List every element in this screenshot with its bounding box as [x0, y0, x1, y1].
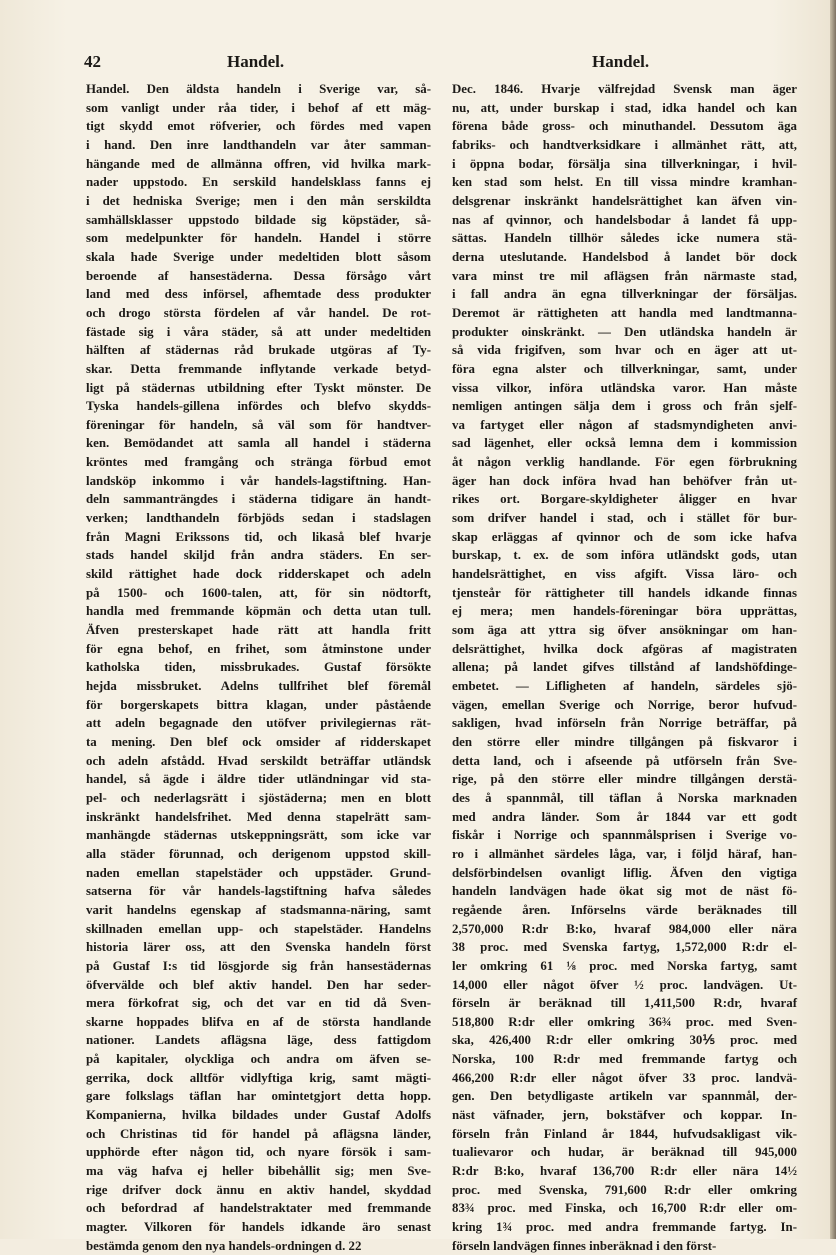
text-line: nemligen antingen sälja dem i gross och från sjelf- [452, 399, 797, 414]
text-line: förseln från Finland år 1844, hufvudsakligast vik- [452, 1126, 797, 1141]
text-line: i fall andra än egna tillverkningar der försäljas. [452, 287, 797, 302]
text-line: delsgrenar inskränkt handelsrättighet kan äfven vin- [452, 193, 797, 208]
text-line: gen. Den betydligaste artikeln var spannmål, der- [452, 1089, 797, 1104]
text-line: föreningar för handeln, så väl som för handtver- [86, 417, 431, 432]
text-line: rikes ort. Borgare-skyldigheter åligger en hvar [452, 492, 797, 507]
text-line: ken stad som helst. En till vissa mindre kramhan- [452, 175, 797, 190]
text-line: vägen, emellan Sverige och Norrige, beror hufvud- [452, 697, 797, 712]
text-line: mera förkofrat sig, och det var en tid då Sven- [86, 996, 431, 1011]
text-line: manhängde städernas utskeppningsrätt, som icke var [86, 828, 431, 843]
text-line: historia lärer oss, att den Svenska handeln först [86, 940, 431, 955]
text-line: 2,570,000 R:dr B:ko, hvaraf 984,000 eller nära [452, 921, 797, 936]
running-title-right: Handel. [592, 52, 650, 71]
text-line: 14,000 eller något öfver ½ proc. landvägen. Ut- [452, 977, 797, 992]
text-line: land med dess införsel, afhemtade dess produkter [86, 287, 431, 302]
text-line: näst väfnader, jern, bokstäfver och koppar. In- [452, 1108, 797, 1123]
text-line: deln sammanträngdes i städerna tidigare än handt- [86, 492, 431, 507]
text-line: pel- och nederlagsrätt i sjöstäderna; men en blott [86, 790, 431, 805]
text-line: ken. Bemödandet att samla all handel i städerna [86, 436, 431, 451]
text-line: nader uppstodo. En serskild handelsklass fanns ej [86, 175, 431, 190]
text-line: landsköp inkommo i vår handels-lagstiftning. Han- [86, 473, 431, 488]
text-line: gerrika, dock alltför vidlyftiga krig, samt mägti- [86, 1070, 431, 1085]
text-line: som drifver handel i stad, och i stället för bur- [452, 511, 797, 526]
text-line: bestämda genom den nya handels-ordningen d. 22 [86, 1238, 362, 1253]
text-line: föra egna alster och tillverkningar, samt, under [452, 361, 797, 376]
text-line: handla med fremmande köpmän och detta utan tull. [86, 604, 431, 619]
text-line: delsrättighet, hvilka dock afgöras af magistraten [452, 641, 797, 656]
text-line: Norska, 100 R:dr med fremmande fartyg och [452, 1052, 797, 1067]
text-line: skap erläggas af qvinnor och de som icke hafva [452, 529, 797, 544]
text-line: på kapitaler, olyckliga och andra om äfven se- [86, 1052, 431, 1067]
text-line: förseln är beräknad till 1,411,500 R:dr, hvaraf [452, 996, 797, 1011]
text-line: nationer. Landets aflägsna läge, dess fattigdom [86, 1033, 431, 1048]
text-line: handelsrättighet, en viss afgift. Vissa läro- och [452, 567, 797, 582]
text-line: derna uteslutande. Handelsbod å landet bör dock [452, 249, 797, 264]
text-line: hängande med de allmänna offren, vid hvilka mark- [86, 156, 431, 171]
text-line: ma väg hafva ej heller bibehållit sig; men Sve- [86, 1164, 431, 1179]
text-line: åt någon verklig handlande. För egen förbrukning [452, 455, 797, 470]
text-line: vara minst tre mil aflägsen från närmaste stad, [452, 268, 797, 283]
text-line: sad lägenhet, eller också lemna dem i kommission [452, 436, 797, 451]
text-line: skala hade Sverige under medeltiden blott såsom [86, 249, 431, 264]
text-line: Handel. Den äldsta handeln i Sverige var, så- [86, 82, 431, 96]
left-text-column [86, 80, 431, 1253]
text-line: fabriks- och handtverksidkare i allmänhet rätt, att, [452, 137, 797, 152]
text-line: 83¾ proc. med Finska, och 16,700 R:dr eller om- [452, 1201, 797, 1216]
text-line: ro i allmänhet särdeles låga, var, i följd häraf, han- [452, 846, 797, 861]
page-header [84, 52, 774, 74]
text-line: förena både gross- och minuthandel. Dessutom äga [452, 119, 797, 134]
text-line: alla städer förunnad, och derigenom uppstod skill- [86, 846, 431, 861]
text-line: Kompanierna, hvilka bildades under Gustaf Adolfs [86, 1108, 431, 1123]
text-line: Deremot är rättigheten att handla med landtmanna- [452, 305, 797, 320]
text-line: med andra länder. Som år 1844 var ett godt [452, 809, 797, 824]
running-title-left: Handel. [227, 52, 285, 71]
text-line: samhällsklasser uppstodo bildade sig köpstäder, så- [86, 212, 431, 227]
text-line: Dec. 1846. Hvarje välfrejdad Svensk man äger [452, 82, 797, 96]
text-line: handel, så ägde i äldre tider utländningar vid sta- [86, 772, 431, 787]
text-line: nu, att, under burskap i stad, idka handel och kan [452, 100, 797, 115]
text-line: burskap, t. ex. de som införa utländskt gods, utan [452, 548, 797, 563]
text-line: va fartyget eller någon af stadsmyndigheten anvi- [452, 417, 797, 432]
text-line: Äfven presterskapet hade rätt att handla fritt [86, 623, 431, 638]
text-line: proc. med Svenska, 791,600 R:dr eller omkring [452, 1182, 797, 1197]
text-line: produkter oinskränkt. — Den utländska handeln är [452, 324, 797, 339]
text-line: fiskår i Norrige och spannmålsprisen i Sverige vo- [452, 828, 797, 843]
text-line: ska, 426,400 R:dr eller omkring 30⅕ proc. med [452, 1033, 797, 1048]
text-line: som äga att yttra sig öfver ansökningar om han- [452, 623, 797, 638]
text-line: des å spannmål, till täflan å Norska marknaden [452, 790, 797, 805]
text-line: sättas. Handeln tillhör således icke numera stä- [452, 231, 797, 246]
text-line: ligt på städernas utbildning efter Tyskt mönster. De [86, 380, 431, 395]
text-line: kröntes med framgång och stränga förbud emot [86, 455, 431, 470]
text-line: förseln landvägen finnes inberäknad i den först- [452, 1238, 717, 1253]
text-line: i hand. Den inre landthandeln var åter samman- [86, 137, 431, 152]
text-line: från Magni Erikssons tid, och likaså blef hvarje [86, 529, 431, 544]
text-line: att adeln begagnade den utöfver privilegiernas rät- [86, 716, 431, 731]
text-line: hälften af städernas råd brukade utgöras af Ty- [86, 343, 431, 358]
text-line: kring 1¾ proc. med andra fremmande fartyg. In- [452, 1220, 797, 1235]
text-line: skar. Detta fremmande inflytande verkade betyd- [86, 361, 431, 376]
text-line: 38 proc. med Svenska fartyg, 1,572,000 R:dr el- [452, 940, 797, 955]
text-line: naden emellan stapelstäder och uppstäder. Grund- [86, 865, 431, 880]
text-line: i öppna bodar, försälja sina tillverkningar, i hvil- [452, 156, 797, 171]
text-line: 518,800 R:dr eller omkring 36¾ proc. med Sven- [452, 1014, 797, 1029]
text-line: rige, på den större eller mindre tillgången derstä- [452, 772, 797, 787]
text-line: embetet. — Lifligheten af handeln, särdeles sjö- [452, 679, 797, 693]
text-line: stads handel skiljd från andra städers. En ser- [86, 548, 431, 563]
text-line: som medelpunkter för handeln. Handel i större [86, 231, 431, 246]
text-line: allena; på landet gifves tillstånd af landshöfdinge- [452, 660, 797, 675]
text-line: R:dr B:ko, hvaraf 136,700 R:dr eller nära 14½ [452, 1164, 797, 1179]
text-line: satserna för vår handels-lagstiftning hafva således [86, 884, 431, 899]
text-line: beroende af hansestäderna. Dessa försågo vårt [86, 268, 431, 283]
text-line: öfvervälde och blef aktiv handel. Den har seder- [86, 977, 431, 992]
text-line: katholska tiden, missbrukades. Gustaf försökte [86, 660, 431, 675]
text-line: tualievaror och hudar, är beräknad till 945,000 [452, 1145, 797, 1160]
text-line: skarne hoppades blifva en af de största handlande [86, 1014, 431, 1029]
right-text-column [452, 80, 797, 1253]
text-line: magter. Vilkoren för handels idkande äro senast [86, 1220, 431, 1235]
text-line: varit handelns egenskap af stadsmanna-näring, samt [86, 902, 431, 917]
text-line: och befordrad af handelstraktater med fremmande [86, 1201, 431, 1216]
text-line: hejda missbruket. Adelns tullfrihet blef föremål [86, 679, 431, 693]
text-line: Tyska handels-gillena infördes och blefvo skydds- [86, 399, 431, 414]
text-line: nas af qvinnor, och handelsbodar å landet få upp- [452, 212, 797, 227]
text-line: och adeln afstådd. Hvad serskildt beträffar utländsk [86, 753, 431, 768]
text-line: tjensteår för rättigheter till handels idkande finnas [452, 585, 797, 600]
text-line: delsförbindelsen ovanligt liflig. Äfven den vigtiga [452, 865, 797, 880]
text-line: handeln landvägen hade ökat sig mot de näst fö- [452, 884, 797, 899]
text-line: och drogo största fördelen af vår handel. De rot- [86, 305, 431, 320]
text-line: ler omkring 61 ⅛ proc. med Norska fartyg, samt [452, 958, 797, 973]
text-line: på 1500- och 1600-talen, att, för sin nödtorft, [86, 585, 431, 600]
text-line: tigt skydd emot röfverier, och fördes med vapen [86, 119, 431, 134]
text-line: skild rättighet hade dock ridderskapet och adeln [86, 567, 431, 582]
text-line: rige drifver dock ännu en aktiv handel, skyddad [86, 1182, 431, 1197]
text-line: som vanligt under råa tider, i behof af ett mäg- [86, 100, 431, 115]
text-line: detta land, och i afseende på utförseln från Sve- [452, 753, 797, 768]
text-line: sakligen, hvad införseln från Norrige beträffar, på [452, 716, 797, 731]
text-line: verken; landthandeln förbjöds sedan i stadslagen [86, 511, 431, 526]
text-line: skillnaden emellan upp- och stapelstäder. Handelns [86, 921, 431, 936]
text-line: på Gustaf I:s tid lösgjorde sig från hansestädernas [86, 958, 431, 973]
text-line: äger han dock införa hvad han behöfver från ut- [452, 473, 797, 488]
text-line: vissa vilkor, införa utländska varor. Han måste [452, 380, 797, 395]
page-number: 42 [84, 52, 101, 71]
text-line: upphörde efter någon tid, och nyare försök i sam- [86, 1145, 431, 1160]
text-line: den större eller mindre tillgången på fiskvaror i [452, 734, 797, 749]
text-line: gare folkslags täflan har omintetgjort detta hopp. [86, 1089, 431, 1104]
text-line: så vida frigifven, som hvar och en äger att ut- [452, 343, 797, 358]
page-edge [830, 0, 836, 1239]
text-line: 466,200 R:dr eller något öfver 33 proc. landvä- [452, 1070, 797, 1085]
text-line: fästade sig i våra städer, så att under medeltiden [86, 324, 431, 339]
text-line: i det hedniska Sverige; men i den mån serskildta [86, 193, 431, 208]
text-line: för borgerskapets bittra klagan, under påstående [86, 697, 431, 712]
text-line: för egna behof, en frihet, som åtminstone under [86, 641, 431, 656]
text-line: ej mera; men handels-föreningar böra upprättas, [452, 604, 797, 619]
text-line: ta mening. Den blef ock omsider af ridderskapet [86, 734, 431, 749]
text-line: inskränkt handelsfrihet. Med denna stapelrätt sam- [86, 809, 431, 824]
text-line: och Christinas tid för handel på aflägsna länder, [86, 1126, 431, 1141]
text-line: regående åren. Införselns värde beräknades till [452, 902, 797, 917]
